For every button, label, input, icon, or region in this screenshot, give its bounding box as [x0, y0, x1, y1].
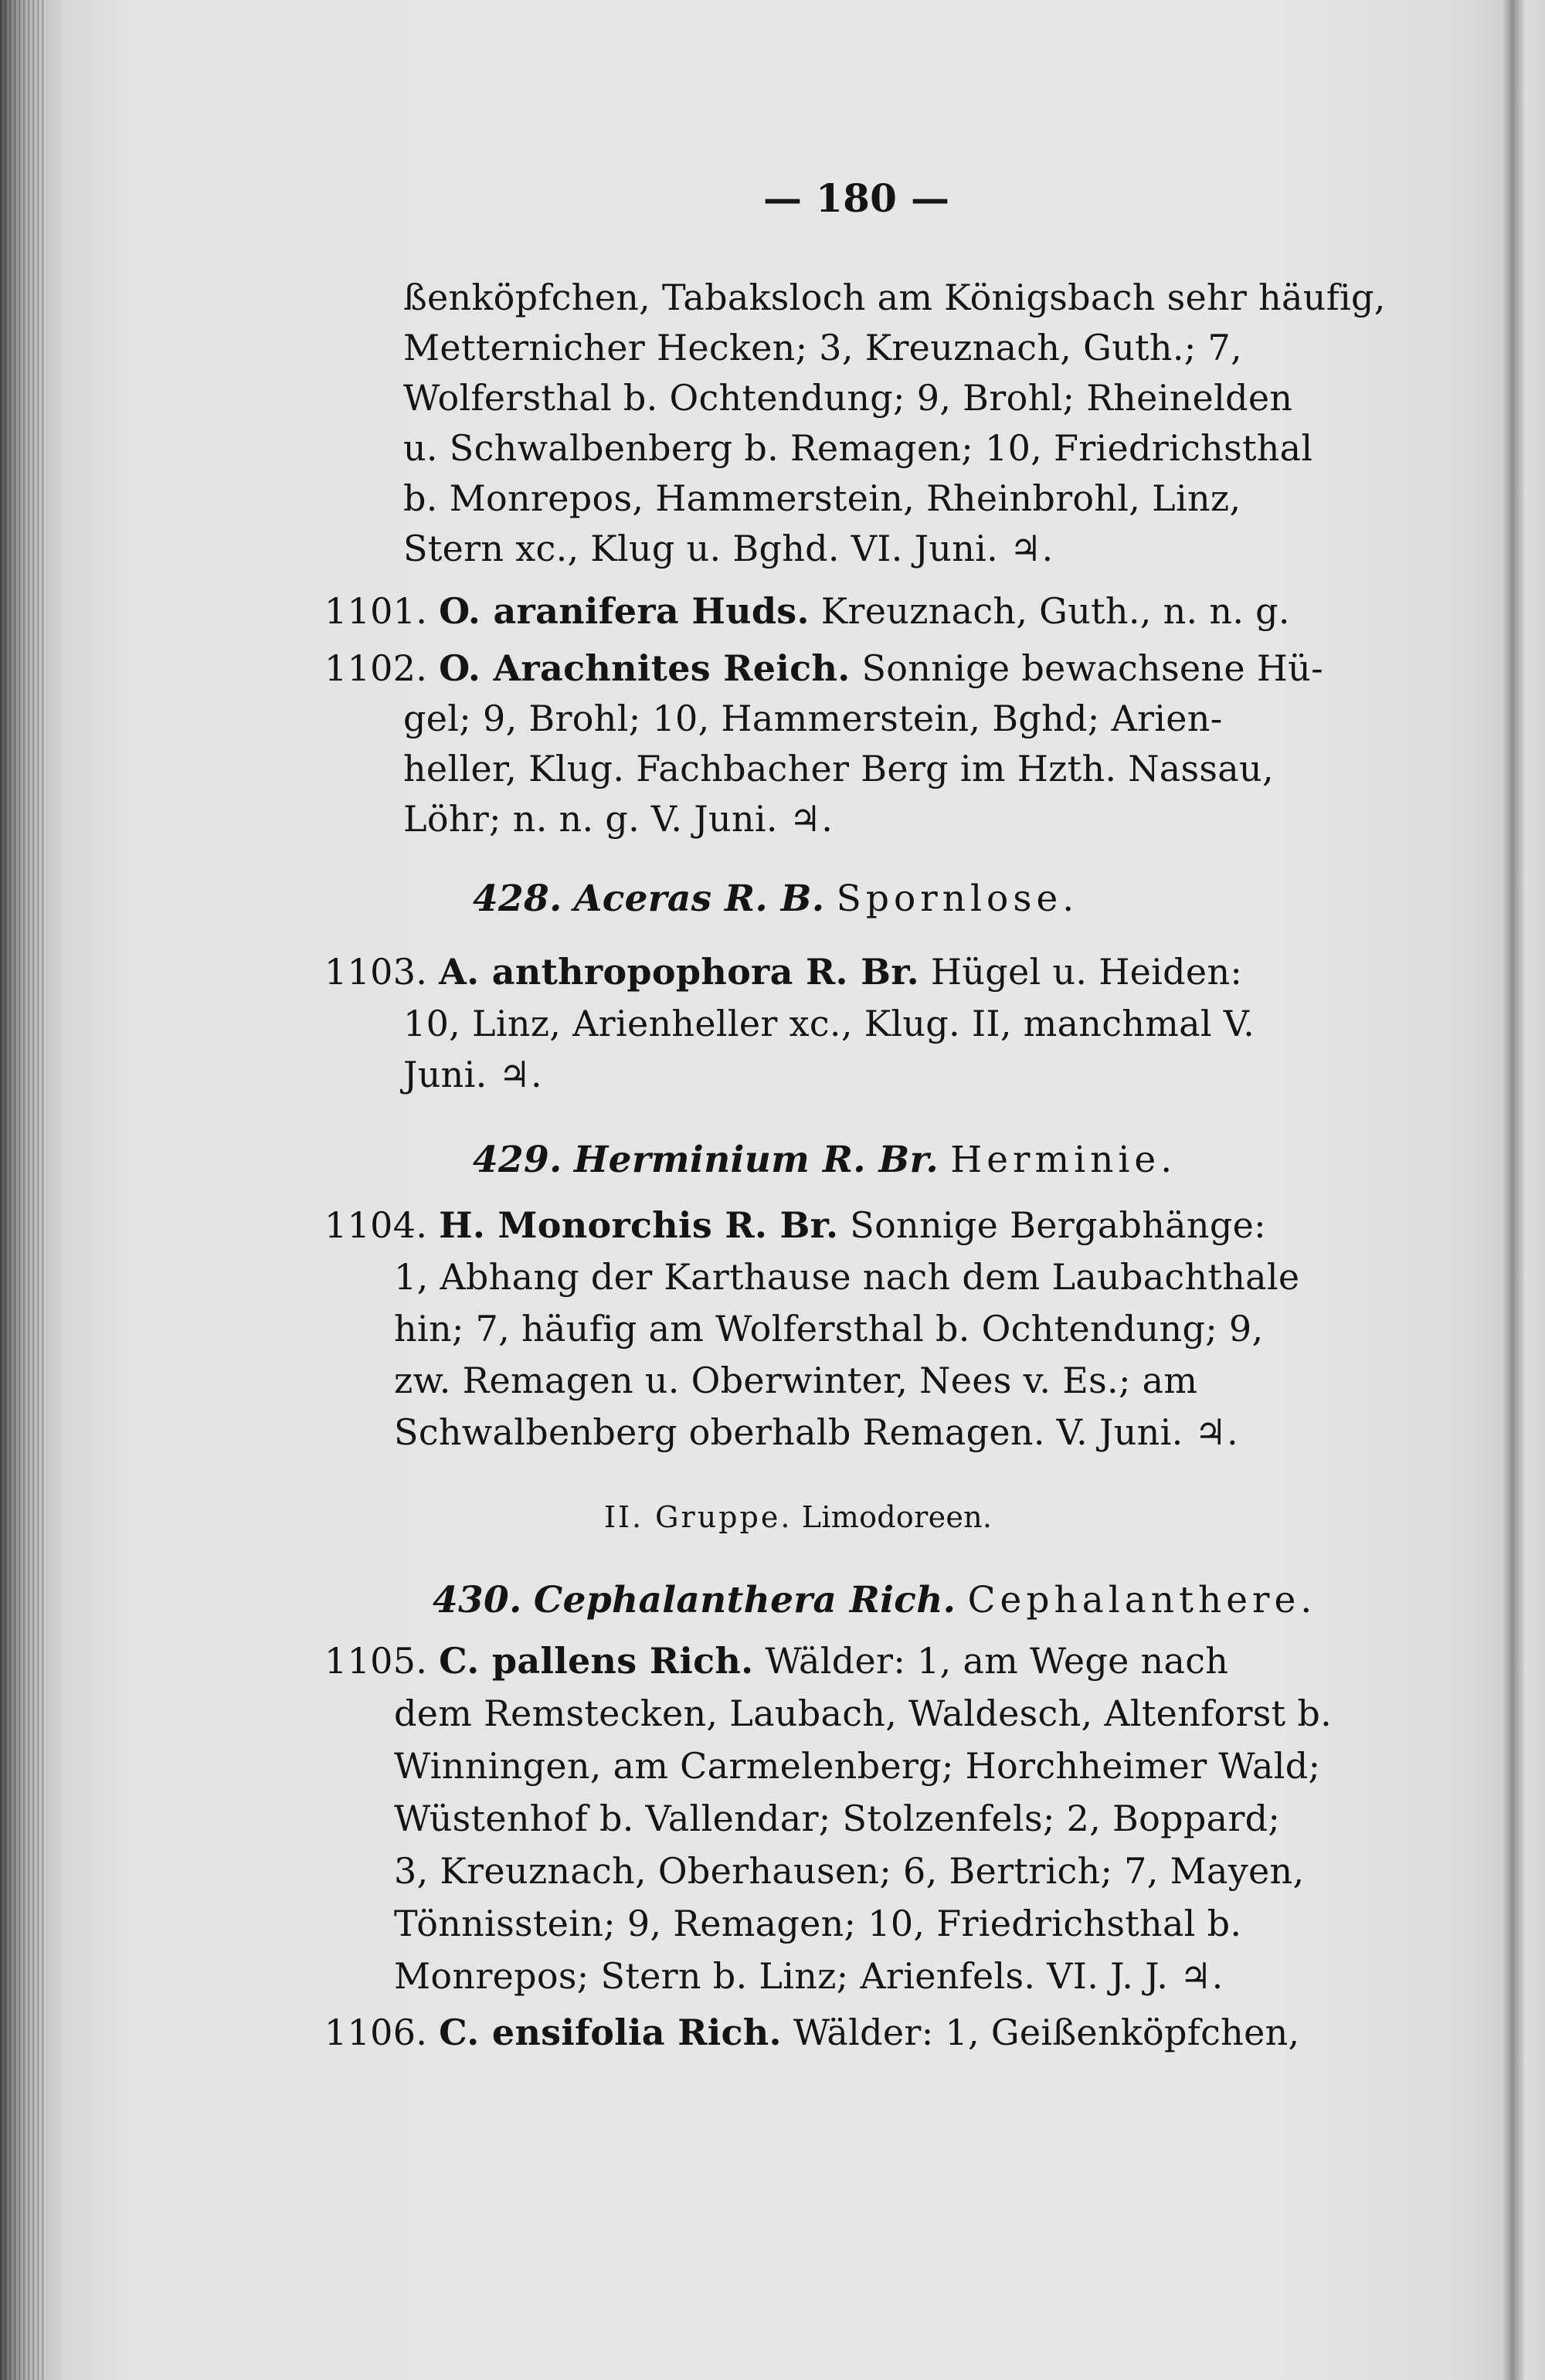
text-line: b. Monrepos, Hammerstein, Rheinbrohl, Linz, — [403, 477, 1241, 519]
genus-name: Aceras R. B. — [573, 878, 825, 920]
entry-number: 1105. — [324, 1640, 428, 1682]
species-entry-1102 — [324, 647, 1323, 689]
entry-number: 1101. — [324, 590, 428, 632]
species-name: O. Arachnites Reich. — [439, 647, 851, 689]
group-name: Limodoreen. — [801, 1500, 993, 1534]
genus-heading-428 — [473, 878, 1079, 920]
text-line: dem Remstecken, Laubach, Waldesch, Altenforst b. — [394, 1692, 1333, 1734]
text-line: Metternicher Hecken; 3, Kreuznach, Guth.; 7, — [403, 327, 1242, 368]
species-entry-1104 — [324, 1204, 1266, 1246]
genus-number: 430. — [433, 1579, 522, 1621]
genus-name: Cephalanthera Rich. — [533, 1579, 956, 1621]
genus-name: Herminium R. Br. — [573, 1139, 939, 1181]
text-line: u. Schwalbenberg b. Remagen; 10, Friedrichsthal — [403, 427, 1313, 469]
text-line: Löhr; n. n. g. V. Juni. ♃. — [403, 798, 834, 840]
text-line: 10, Linz, Arienheller xc., Klug. II, manchmal V. — [403, 1003, 1255, 1044]
entry-number: 1103. — [324, 951, 428, 993]
text-line: Stern xc., Klug u. Bghd. VI. Juni. ♃. — [403, 528, 1054, 569]
entry-text: Sonnige Bergabhänge: — [850, 1204, 1266, 1246]
text-line: zw. Remagen u. Oberwinter, Nees v. Es.; am — [394, 1360, 1198, 1401]
genus-common-name: Spornlose. — [836, 878, 1079, 920]
species-name: O. aranifera Huds. — [439, 590, 810, 632]
genus-common-name: Cephalanthere. — [967, 1579, 1317, 1621]
genus-heading-430 — [433, 1579, 1317, 1621]
entry-number: 1102. — [324, 647, 428, 689]
text-line: gel; 9, Brohl; 10, Hammerstein, Bghd; Arien- — [403, 698, 1223, 739]
text-line: Schwalbenberg oberhalb Remagen. V. Juni. ♃. — [394, 1411, 1238, 1453]
entry-text: Wälder: 1, am Wege nach — [765, 1640, 1229, 1682]
text-line: heller, Klug. Fachbacher Berg im Hzth. Nassau, — [403, 748, 1274, 789]
page-number: — 180 — — [763, 175, 950, 221]
species-entry-1105 — [324, 1640, 1229, 1682]
species-name: C. ensifolia Rich. — [439, 2012, 782, 2053]
text-line: Wüstenhof b. Vallendar; Stolzenfels; 2, Boppard; — [394, 1798, 1281, 1839]
species-name: A. anthropophora R. Br. — [439, 951, 919, 993]
text-line: ßenköpfchen, Tabaksloch am Königsbach sehr häufig, — [403, 277, 1386, 318]
entry-number: 1106. — [324, 2012, 428, 2053]
group-label: II. Gruppe. — [604, 1500, 793, 1534]
genus-common-name: Herminie. — [950, 1139, 1177, 1181]
species-entry-1103 — [324, 951, 1243, 993]
genus-number: 428. — [473, 878, 562, 920]
text-line: 3, Kreuznach, Oberhausen; 6, Bertrich; 7, Mayen, — [394, 1850, 1305, 1892]
group-heading — [604, 1502, 992, 1532]
entry-text: Kreuznach, Guth., n. n. g. — [820, 590, 1290, 632]
text-line: Monrepos; Stern b. Linz; Arienfels. VI. J. J. ♃. — [394, 1955, 1224, 1997]
species-name: C. pallens Rich. — [439, 1640, 754, 1682]
species-entry-1101 — [324, 590, 1290, 632]
entry-text: Wälder: 1, Geißenköpfchen, — [793, 2012, 1300, 2053]
species-name: H. Monorchis R. Br. — [439, 1204, 839, 1246]
text-line: Wolfersthal b. Ochtendung; 9, Brohl; Rheinelden — [403, 377, 1293, 419]
text-line: Juni. ♃. — [403, 1054, 542, 1095]
text-line: hin; 7, häufig am Wolfersthal b. Ochtendung; 9, — [394, 1308, 1264, 1350]
genus-number: 429. — [473, 1139, 562, 1181]
entry-number: 1104. — [324, 1204, 428, 1246]
genus-heading-429 — [473, 1139, 1177, 1181]
text-line: Tönnisstein; 9, Remagen; 10, Friedrichsthal b. — [394, 1903, 1242, 1944]
species-entry-1106 — [324, 2012, 1300, 2053]
text-line: Winningen, am Carmelenberg; Horchheimer Wald; — [394, 1745, 1321, 1787]
entry-text: Sonnige bewachsene Hü- — [861, 647, 1323, 689]
text-line: 1, Abhang der Karthause nach dem Laubachthale — [394, 1256, 1300, 1298]
entry-text: Hügel u. Heiden: — [930, 951, 1243, 993]
